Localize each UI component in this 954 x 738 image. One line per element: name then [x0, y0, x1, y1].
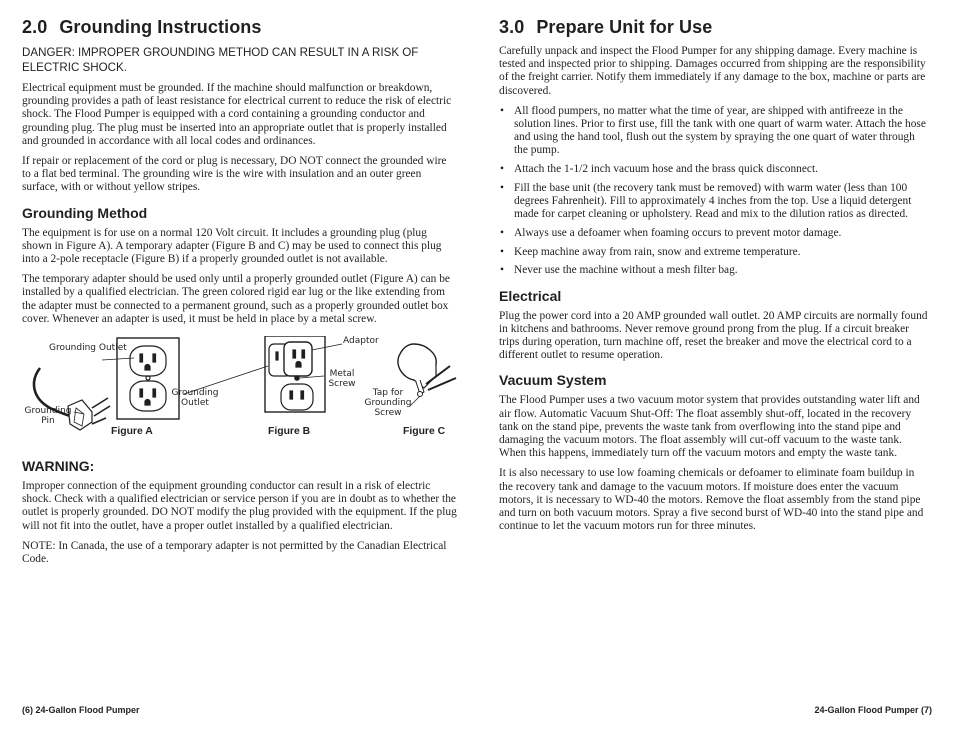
label-metal-screw: Metal Screw — [328, 369, 356, 390]
left-column — [22, 14, 458, 573]
heading-electrical: Electrical — [499, 287, 562, 304]
caption-figure-b: Figure B — [268, 426, 311, 438]
right-column — [499, 14, 931, 540]
paragraph: NOTE: In Canada, the use of a temporary adapter is not permitted by the Canadian Electrical Code. — [22, 539, 447, 566]
paragraph: It is also necessary to use low foaming chemicals or defoamer to eliminate foam buildup in the recovery tank and damage to the vacuum motors. If moisture does enter the vacuum motors, it is necessary to WD-40 the motors. Remove the float assembly from the stand pipe and turn on both vacuum motors. Spray a five second burst of WD-40 into the stand pipe and continue to let the vacuum motors run for three minutes. — [499, 467, 924, 533]
footer-right: 24-Gallon Flood Pumper (7) — [814, 705, 932, 715]
paragraph: Plug the power cord into a 20 AMP grounded wall outlet. 20 AMP circuits are normally found in kitchens and bathrooms. Never remove ground prong from the plug. If a circuit breaker trips during operation, turn machine off, reset the breaker and move the electrical cord to a different outlet to resume operation. — [499, 309, 928, 362]
paragraph: The Flood Pumper uses a two vacuum motor system that provides outstanding water lift and air flow. Automatic Vacuum Shut-Off: The float assembly shut-off, located in the recovery tank on the stand pipe, prevents the waste tank from overflowing into the stand pipe and damaging the vacuum motors. The float assembly will cut-off vacuum to the waste tank. When this happens, immediately turn off the vacuum motors and empty the waste tank. — [499, 394, 920, 460]
heading-warning: WARNING: — [22, 458, 95, 475]
section-number: 3.0 — [499, 17, 525, 37]
paragraph: The equipment is for use on a normal 120 Volt circuit. It includes a grounding plug (plug shown in Figure A). A temporary adapter (Figure B and C) may be used to connect this plug into a 2-pole receptacle (Figure B) if a properly grounded outlet is not available. — [22, 226, 442, 266]
danger-notice: DANGER: IMPROPER GROUNDING METHOD CAN RESULT IN A RISK OF ELECTRIC SHOCK. — [22, 46, 419, 74]
adaptor-outlet — [265, 336, 325, 412]
prep-bullet-list — [499, 105, 931, 278]
grounding-figures — [22, 336, 458, 448]
section-title-prepare — [499, 17, 931, 38]
list-item: • All flood pumpers, no matter what the time of year, are shipped with antifreeze in the solution lines. Prior to first use, fill the tank with one quart of warm water. Attach the hose and using the hand tool, flush out the system by spraying the one quart of water through the pump. — [499, 105, 931, 158]
section-number: 2.0 — [22, 17, 48, 37]
label-tap-for-grounding-screw: Tap for Grounding Screw — [364, 388, 412, 419]
paragraph: If repair or replacement of the cord or plug is necessary, DO NOT connect the grounded wire to a flat bed terminal. The grounding wire is the wire with insulation and an outer green surface, with or without yellow stripes. — [22, 155, 447, 194]
heading-grounding-method: Grounding Method — [22, 204, 148, 221]
paragraph: The temporary adapter should be used only until a properly grounded outlet (Figure A) can be installed by a qualified electrician. The green colored rigid ear lug or the like extending from the adapter must be connected to a permanent ground, such as a properly grounded outlet box cover. Whenever an adapter is used, it must be held in place by a metal screw. — [22, 273, 450, 325]
label-adaptor: Adaptor — [343, 336, 379, 347]
footer-left: (6) 24-Gallon Flood Pumper — [22, 705, 140, 715]
label-grounding-outlet-a: Grounding Outlet — [49, 343, 127, 354]
section-title-grounding — [22, 17, 458, 38]
heading-vacuum-system: Vacuum System — [499, 372, 607, 389]
caption-figure-a: Figure A — [111, 426, 153, 438]
section-title-text: Prepare Unit for Use — [536, 17, 713, 37]
list-item: • Keep machine away from rain, snow and extreme temperature. — [499, 246, 931, 259]
paragraph: Electrical equipment must be grounded. If the machine should malfunction or breakdown, grounding provides a path of least resistance for electrical current to reduce the risk of electric shock. The Flood Pumper is equipped with a cord containing a grounding conductor and grounding plug. The plug must be inserted into an appropriate outlet that is properly installed and grounded in accordance with all local codes and ordinances. — [22, 82, 452, 147]
list-item: • Attach the 1-1/2 inch vacuum hose and the brass quick disconnect. — [499, 163, 931, 176]
paragraph: Improper connection of the equipment grounding conductor can result in a risk of electric shock. Check with a qualified electrician or service person if you are in doubt as to whether the outlet is properly grounded. DO NOT modify the plug provided with the equipment. If the plug will not fit into the outlet, have a proper outlet installed by a qualified electrician. — [22, 480, 457, 532]
list-item: • Always use a defoamer when foaming occurs to prevent motor damage. — [499, 227, 931, 240]
list-item: • Fill the base unit (the recovery tank must be removed) with warm water (less than 100 degrees Fahrenheit). Fill to approximately 4 inches from the top. Use a liquid detergent made for carpet cleaning or upholstery. Read and mix to the dilution ratios as directed. — [499, 182, 931, 222]
grounding-plug — [68, 398, 110, 430]
label-grounding-outlet-b: Grounding Outlet — [171, 388, 219, 409]
list-item: • Never use the machine without a mesh filter bag. — [499, 264, 931, 277]
label-grounding-pin: Grounding Pin — [24, 406, 72, 427]
intro-paragraph: Carefully unpack and inspect the Flood Pumper for any shipping damage. Every machine is tested and inspected prior to shipping. Damages occurred from shipping are the responsibility of the freight carrier. Notify them immediately if any damage to the box, machine or parts are discovered. — [499, 45, 926, 97]
section-title-text: Grounding Instructions — [59, 17, 262, 37]
caption-figure-c: Figure C — [403, 426, 446, 438]
